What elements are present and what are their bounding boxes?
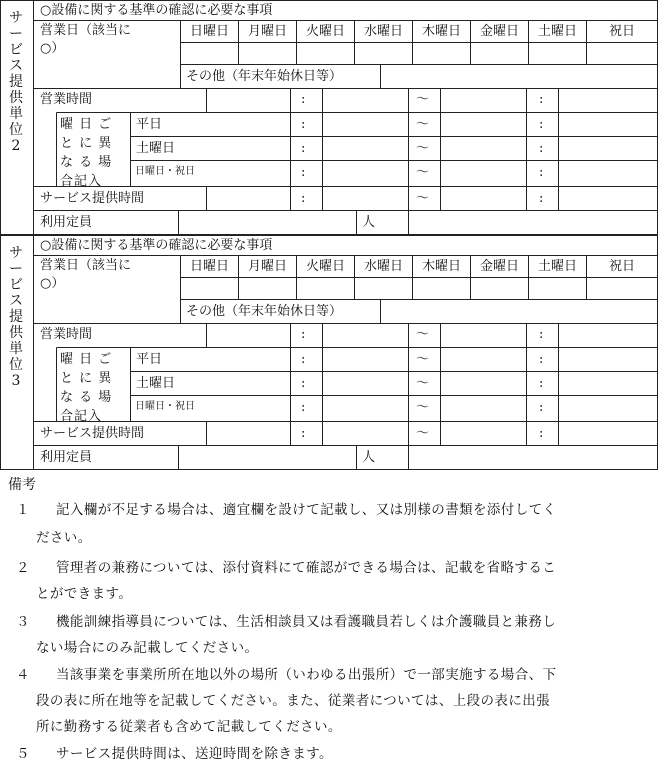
time-colon: : — [539, 352, 544, 367]
time-colon: : — [301, 191, 306, 206]
note-text: サービス提供時間は、送迎時間を除きます。 — [56, 746, 333, 762]
time-colon: : — [539, 165, 544, 180]
day-friday: 金曜日 — [479, 24, 519, 39]
time-colon: : — [301, 165, 306, 180]
note-number: ５ — [16, 746, 30, 762]
time-colon: : — [539, 426, 544, 441]
day-wednesday: 水曜日 — [363, 259, 403, 274]
capacity-label: 利用定員 — [40, 450, 93, 465]
time-colon: : — [539, 327, 544, 342]
note-text: 管理者の兼務については、添付資料にて確認ができる場合は、記載を省略するこ — [56, 560, 557, 576]
time-colon: : — [301, 352, 306, 367]
note-text: 当該事業を事業所所在地以外の場所（いわゆる出張所）で一部実施する場合、下 — [56, 667, 557, 683]
weekday-label: 平日 — [136, 352, 163, 367]
day-tuesday: 火曜日 — [305, 24, 345, 39]
section-header: ○設備に関する基準の確認に必要な事項 — [40, 3, 273, 18]
day-specific-label: 曜 日 ご と に 異 な る 場 合記入 — [60, 352, 113, 424]
saturday-label: 土曜日 — [136, 141, 176, 156]
time-tilde: ～ — [416, 400, 430, 415]
day-friday: 金曜日 — [479, 259, 519, 274]
business-days-label: 営業日（該当に — [40, 258, 132, 273]
sunday-holiday-label: 日曜日・祝日 — [135, 401, 195, 412]
time-colon: : — [301, 400, 306, 415]
time-colon: : — [301, 141, 306, 156]
capacity-unit: 人 — [362, 215, 376, 230]
sunday-holiday-label: 日曜日・祝日 — [135, 166, 195, 177]
time-tilde: ～ — [416, 165, 430, 180]
other-days-label: その他（年末年始休日等） — [186, 304, 343, 319]
note-number: ２ — [16, 560, 30, 576]
time-colon: : — [301, 327, 306, 342]
note-text: 段の表に所在地等を記載してください。また、従業者については、上段の表に出張 — [36, 693, 551, 709]
service-unit-2-table — [0, 0, 659, 236]
other-days-label: その他（年末年始休日等） — [186, 69, 343, 84]
time-tilde: ～ — [416, 92, 430, 107]
time-colon: : — [301, 376, 306, 391]
time-colon: : — [539, 117, 544, 132]
time-colon: : — [301, 92, 306, 107]
unit-label: サ ー ビ ス 提 供 単 位 3 — [9, 245, 23, 389]
time-colon: : — [539, 141, 544, 156]
note-text: 記入欄が不足する場合は、適宜欄を設けて記載し、又は別様の書類を添付してく — [56, 502, 557, 518]
time-tilde: ～ — [416, 327, 430, 342]
business-days-label-mark: ○） — [40, 276, 65, 291]
day-holiday: 祝日 — [608, 24, 635, 39]
weekday-label: 平日 — [136, 117, 163, 132]
time-colon: : — [301, 117, 306, 132]
note-text: ださい。 — [36, 530, 92, 546]
day-holiday: 祝日 — [608, 259, 635, 274]
day-saturday: 土曜日 — [537, 259, 577, 274]
time-tilde: ～ — [416, 426, 430, 441]
note-number: １ — [16, 502, 30, 518]
time-colon: : — [539, 191, 544, 206]
day-saturday: 土曜日 — [537, 24, 577, 39]
time-tilde: ～ — [416, 117, 430, 132]
day-tuesday: 火曜日 — [305, 259, 345, 274]
note-number: ３ — [16, 614, 30, 630]
service-hours-label: サービス提供時間 — [40, 191, 145, 206]
note-number: ４ — [16, 667, 30, 683]
capacity-unit: 人 — [362, 450, 376, 465]
time-tilde: ～ — [416, 376, 430, 391]
note-text: とができます。 — [36, 586, 133, 602]
time-colon: : — [539, 376, 544, 391]
section-header: ○設備に関する基準の確認に必要な事項 — [40, 238, 273, 253]
time-colon: : — [539, 92, 544, 107]
time-tilde: ～ — [416, 191, 430, 206]
business-days-label: 営業日（該当に — [40, 23, 132, 38]
day-monday: 月曜日 — [247, 24, 287, 39]
capacity-label: 利用定員 — [40, 215, 93, 230]
time-tilde: ～ — [416, 352, 430, 367]
service-hours-label: サービス提供時間 — [40, 426, 145, 441]
notes-title: 備考 — [8, 477, 36, 493]
day-monday: 月曜日 — [247, 259, 287, 274]
day-thursday: 木曜日 — [421, 259, 461, 274]
day-wednesday: 水曜日 — [363, 24, 403, 39]
note-text: 機能訓練指導員については、生活相談員又は看護職員若しくは介護職員と兼務し — [56, 614, 557, 630]
service-unit-3-table — [0, 235, 659, 471]
unit-label: サ ー ビ ス 提 供 単 位 2 — [9, 10, 23, 154]
business-hours-label: 営業時間 — [40, 327, 93, 342]
note-text: 所に勤務する従業者も含めて記載してください。 — [36, 719, 342, 735]
day-specific-label: 曜 日 ご と に 異 な る 場 合記入 — [60, 117, 113, 189]
saturday-label: 土曜日 — [136, 376, 176, 391]
business-hours-label: 営業時間 — [40, 92, 93, 107]
note-text: ない場合にのみ記載してください。 — [36, 640, 259, 656]
time-colon: : — [539, 400, 544, 415]
time-colon: : — [301, 426, 306, 441]
time-tilde: ～ — [416, 141, 430, 156]
day-sunday: 日曜日 — [189, 259, 229, 274]
business-days-label-mark: ○） — [40, 41, 65, 56]
day-thursday: 木曜日 — [421, 24, 461, 39]
day-sunday: 日曜日 — [189, 24, 229, 39]
